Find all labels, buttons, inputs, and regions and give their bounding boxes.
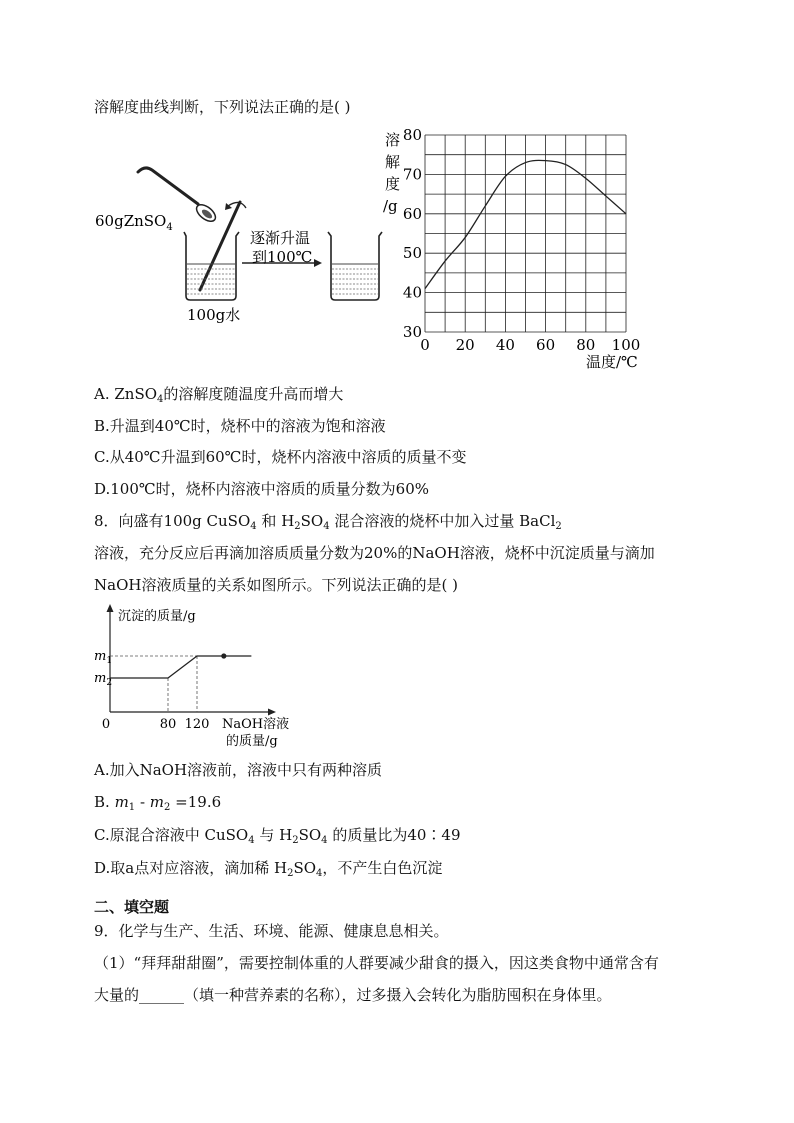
- q8-option-a: A.加入NaOH溶液前，溶液中只有两种溶质: [94, 761, 383, 779]
- x-tick-label: 0: [101, 717, 111, 732]
- precipitate-line: [110, 656, 251, 678]
- q9-part1-line1: （1）“拜拜甜甜圈”，需要控制体重的人群要减少甜食的摄入，因这类食物中通常含有: [94, 954, 659, 972]
- y-axis-label: 沉淀的质量/g: [118, 609, 196, 624]
- x-axis-label: 温度/℃: [586, 353, 638, 371]
- x-tick-label: 100: [611, 336, 641, 354]
- water-label: 100g水: [187, 306, 241, 324]
- x-tick-label: 80: [576, 336, 596, 354]
- q8-stem-2: 溶液，充分反应后再滴加溶质质量分数为20%的NaOH溶液，烧杯中沉淀质量与滴加: [94, 544, 655, 562]
- spoon-icon: [138, 168, 198, 204]
- q8-option-b: B. $m_1 - m_2 =19.6$: [94, 793, 222, 813]
- q7-stem: 溶解度曲线判断，下列说法正确的是( ): [94, 98, 351, 116]
- q8-option-c: C.原混合溶液中 CuSO$_4$ 与 $H_2SO_4$ 的质量比为40∶49: [94, 826, 461, 846]
- q7-option-b: B.升温到40℃时，烧杯中的溶液为饱和溶液: [94, 417, 386, 435]
- q7-option-a: A. ZnSO$_4$的溶解度随温度升高而增大: [94, 385, 344, 405]
- arrow-label-2: 到100℃: [252, 248, 313, 266]
- x-axis-label-1: NaOH溶液: [222, 717, 290, 732]
- arrow-label-1: 逐渐升温: [250, 229, 311, 247]
- y-axis-label: 溶解度/g: [383, 131, 401, 215]
- x-tick-label: 40: [495, 336, 515, 354]
- q9-stem: 9．化学与生产、生活、环境、能源、健康息息相关。: [94, 922, 449, 940]
- section-title: 二、填空题: [94, 898, 170, 916]
- x-tick-label: 20: [455, 336, 475, 354]
- arrow-right-icon: [314, 259, 322, 267]
- y-tick-label: 70: [402, 165, 422, 184]
- precipitate-chart: [90, 600, 310, 760]
- y-axis-arrow-icon: [107, 604, 114, 612]
- beaker-figure: [90, 160, 390, 325]
- y-tick-label: $m_1$: [94, 649, 113, 666]
- x-tick-label: 60: [536, 336, 556, 354]
- x-axis-label-2: 的质量/g: [226, 734, 278, 749]
- q8-option-d: D.取a点对应溶液，滴加稀 $H_2SO_4$，不产生白色沉淀: [94, 859, 443, 879]
- y-tick-label: 40: [402, 283, 422, 302]
- y-tick-label: 80: [402, 126, 422, 144]
- solubility-chart: [380, 125, 660, 375]
- y-tick-label: 50: [402, 244, 422, 263]
- x-tick-label: 80: [159, 717, 177, 732]
- y-tick-label: $m_2$: [94, 671, 113, 688]
- q7-option-c: C.从40℃升温到60℃时，烧杯内溶液中溶质的质量不变: [94, 448, 467, 466]
- q9-part1-line2: 大量的______（填一种营养素的名称），过多摄入会转化为脂肪囤积在身体里。: [94, 986, 612, 1004]
- q7-option-d: D.100℃时，烧杯内溶液中溶质的质量分数为60%: [94, 480, 430, 498]
- x-tick-label: 120: [184, 717, 210, 732]
- x-axis-arrow-icon: [268, 709, 276, 716]
- q8-stem-1: 8．向盛有100g CuSO$_4$ 和 $H_2SO_4$ 混合溶液的烧杯中加入过量 BaCl$_2$: [94, 512, 562, 532]
- y-tick-label: 60: [402, 204, 422, 223]
- y-tick-label: 30: [402, 323, 422, 341]
- beaker-icon: [328, 232, 382, 300]
- solute-label: 60gZnSO$_4$: [95, 212, 173, 233]
- x-tick-label: 0: [420, 336, 430, 354]
- q8-stem-3: NaOH溶液质量的关系如图所示。下列说法正确的是( ): [94, 576, 458, 594]
- point-a: [221, 653, 226, 658]
